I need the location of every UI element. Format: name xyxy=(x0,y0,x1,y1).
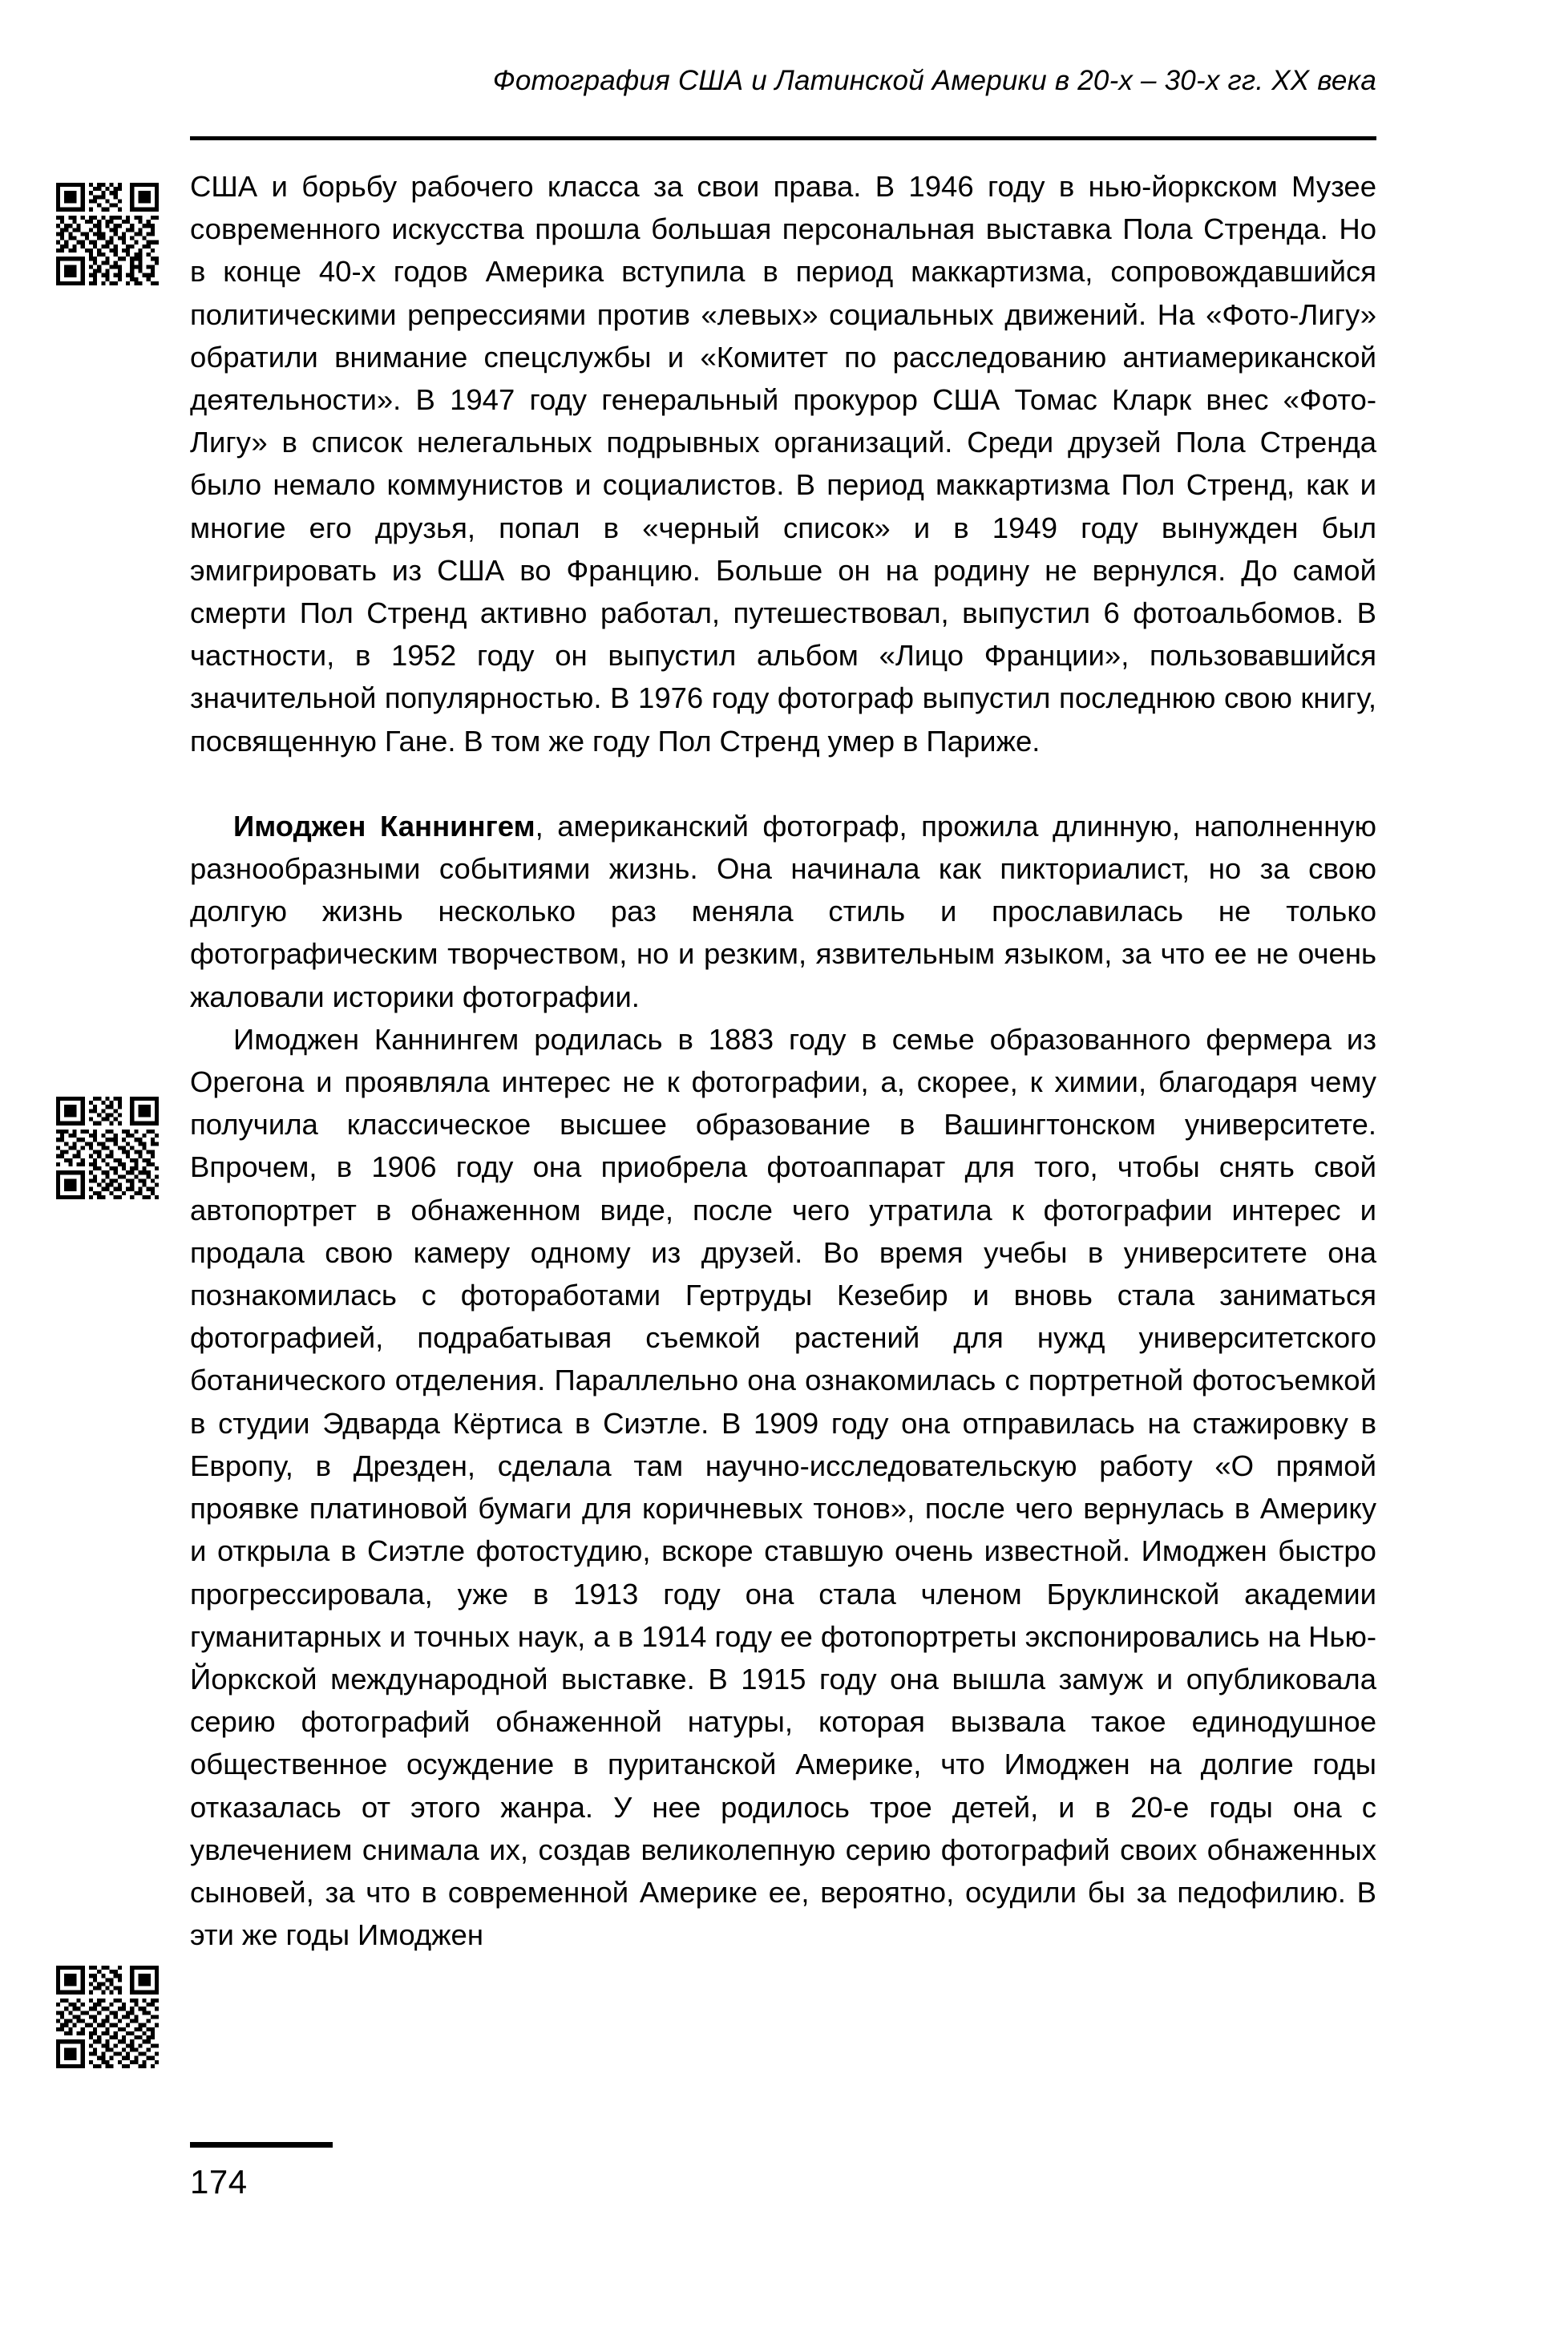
paragraph-strand: США и борьбу рабочего класса за свои права. В 1946 году в нью-йоркском Музее современного искусства прошла большая персональная выставка Пола Стренда. Но в конце 40-х годов Америка вступила в период маккартизма, сопровождавшийся политическими репрессиями против «левых» социальных движений. На «Фото-Лигу» обратили внимание спецслужбы и «Комитет по расследованию антиамериканской деятельности». В 1947 году генеральный прокурор США Томас Кларк внес «Фото-Лигу» в список нелегальных подрывных организаций. Среди друзей Пола Стренда было немало коммунистов и социалистов. В период маккартизма Пол Стренд, как и многие его друзья, попал в «черный список» и в 1949 году вынужден был эмигрировать из США во Францию. Больше он на родину не вернулся. До самой смерти Пол Стренд активно работал, путешествовал, выпустил 6 фотоальбомов. В частности, в 1952 году он выпустил альбом «Лицо Франции», пользовавшийся значительной популярностью. В 1976 году фотограф выпустил последнюю свою книгу, посвященную Гане. В том же году Пол Стренд умер в Париже. xyxy=(190,170,1376,758)
qr-code-icon-middle xyxy=(55,1097,160,1199)
paragraph-cunningham-biography: Имоджен Каннингем родилась в 1883 году в семье образованного фермера из Орегона и проявляла интерес не к фотографии, а, скорее, к химии, благодаря чему получила классическое высшее образование в Вашингтонском университете. Впрочем, в 1906 году она приобрела фотоаппарат для того, чтобы снять свой автопортрет в обнаженном виде, после чего утратила к фотографии интерес и продала свою камеру одному из друзей. Во время учебы в университете она познакомилась с фотоработами Гертруды Кезебир и вновь стала заниматься фотографией, подрабатывая съемкой растений для нужд университетского ботанического отделения. Параллельно она ознакомилась с портретной фотосъемкой в студии Эдварда Кёртиса в Сиэтле. В 1909 году она отправилась на стажировку в Европу, в Дрезден, сделала там научно-исследовательскую работу «О прямой проявке платиновой бумаги для коричневых тонов», после чего вернулась в Америку и открыла в Сиэтле фотостудию, вскоре ставшую очень известной. Имоджен быстро прогрессировала, уже в 1913 году она стала членом Бруклинской академии гуманитарных и точных наук, а в 1914 году ее фотопортреты экспонировались на Нью-Йоркской международной выставке. В 1915 году она вышла замуж и опубликовала серию фотографий обнаженной натуры, которая вызвала такое единодушное общественное осуждение в пуританской Америке, что Имоджен на долгие годы отказалась от этого жанра. У нее родилось трое детей, и в 20-е годы она с увлечением снимала их, создав великолепную серию фотографий своих обнаженных сыновей, за что в современной Америке ее, вероятно, осудили бы за педофилию. В эти же годы Имоджен xyxy=(190,1022,1376,1952)
paragraph-lead-in-rest: , американский фотограф, прожила длинную, наполненную разнообразными событиями жизнь. Она начинала как пикториалист, но за свою долгую жизнь несколько раз меняла стиль и прославилась не только фотографическим творчеством, но и резким, язвительным языком, за что ее не очень жаловали историки фотографии. xyxy=(190,809,1376,1013)
text-column xyxy=(190,165,1376,1956)
running-head: Фотография США и Латинской Америки в 20-х – 30-х гг. XX века xyxy=(492,65,1376,96)
folio-rule xyxy=(190,2142,333,2148)
header-rule xyxy=(190,136,1376,140)
paragraph-cunningham-intro xyxy=(190,805,1376,1018)
qr-code-icon-bottom xyxy=(55,1966,160,2068)
qr-code-icon-top xyxy=(55,183,160,285)
page-number: 174 xyxy=(190,2163,248,2201)
paragraph-lead-in-name: Имоджен Каннингем xyxy=(233,809,535,843)
